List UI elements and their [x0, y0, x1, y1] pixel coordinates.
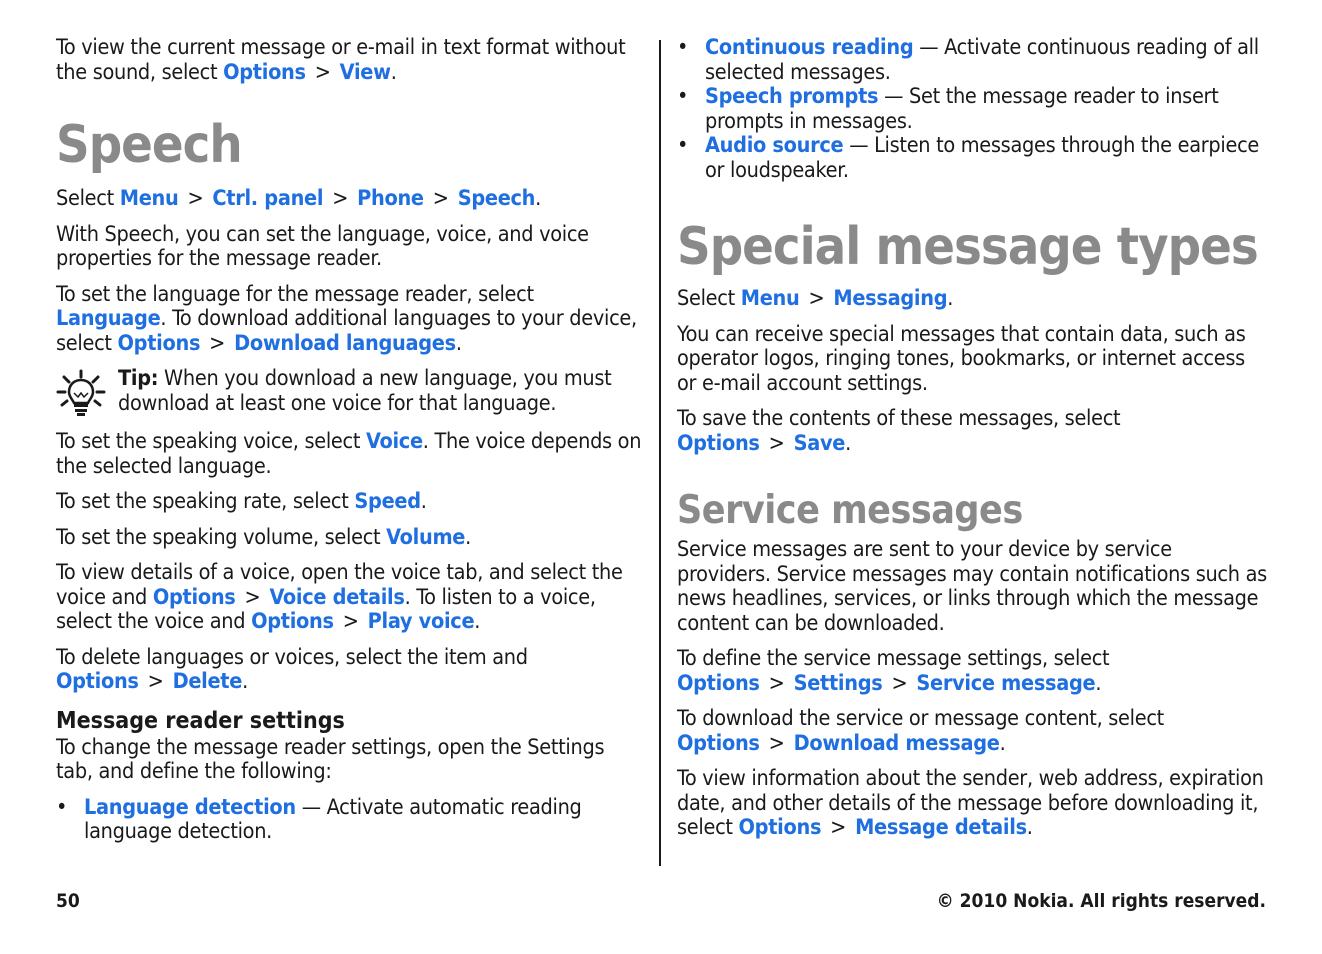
- list-item: • Speech prompts — Set the message reader to insert prompts in messages.: [677, 84, 1219, 134]
- save-paragraph: To save the contents of these messages, select Options > Save.: [677, 406, 1121, 456]
- speech-prompts-link[interactable]: Speech prompts: [705, 84, 879, 109]
- left-column: [56, 36, 646, 845]
- tip-label: Tip:: [118, 366, 159, 391]
- download-message-link[interactable]: Download message: [793, 730, 1000, 756]
- download-languages-link[interactable]: Download languages: [234, 330, 456, 356]
- menu-link[interactable]: Menu: [119, 186, 179, 211]
- bullet: •: [677, 35, 689, 60]
- service-paragraph: Service messages are sent to your device by service providers. Service messages may contain notifications such as news headlines, services, or links through which the message content can be downloaded.: [677, 537, 1267, 636]
- speed-paragraph: To set the speaking rate, select Speed.: [56, 489, 427, 514]
- copyright: © 2010 Nokia. All rights reserved.: [936, 890, 1266, 912]
- list-item: • Language detection — Activate automatic reading language detection.: [56, 794, 582, 844]
- reader-settings-paragraph: To change the message reader settings, open the Settings tab, and define the following:: [56, 734, 605, 784]
- path-separator: >: [209, 330, 226, 356]
- path-separator: >: [314, 59, 331, 85]
- save-link[interactable]: Save: [793, 430, 846, 456]
- view-link[interactable]: View: [339, 59, 391, 85]
- menu-link[interactable]: Menu: [740, 286, 800, 311]
- options-link[interactable]: Options: [677, 670, 760, 696]
- list-item: • Audio source — Listen to messages through the earpiece or loudspeaker.: [677, 133, 1260, 183]
- path-separator: >: [432, 186, 449, 211]
- audio-source-link[interactable]: Audio source: [705, 133, 844, 158]
- intro-paragraph: To view the current message or e-mail in text format without the sound, select Options > View.: [56, 35, 626, 85]
- speech-path: Select Menu > Ctrl. panel > Phone > Speech.: [56, 186, 541, 211]
- path-separator: >: [891, 670, 908, 696]
- options-link[interactable]: Options: [738, 815, 822, 840]
- message-reader-settings-heading: Message reader settings: [56, 707, 345, 734]
- language-paragraph: To set the language for the message reader, select Language. To download additional languages to your device, select Options > Download languages.: [56, 281, 637, 356]
- continuous-reading-link[interactable]: Continuous reading: [705, 35, 914, 60]
- phone-link[interactable]: Phone: [357, 186, 424, 211]
- options-link[interactable]: Options: [677, 430, 760, 456]
- speed-link[interactable]: Speed: [354, 489, 421, 514]
- language-detection-link[interactable]: Language detection: [84, 794, 296, 820]
- define-paragraph: To define the service message settings, select Options > Settings > Service message.: [677, 646, 1110, 696]
- ctrl-panel-link[interactable]: Ctrl. panel: [212, 186, 324, 211]
- right-column: [677, 36, 1269, 841]
- special-path: Select Menu > Messaging.: [677, 286, 954, 311]
- message-details-link[interactable]: Message details: [855, 815, 1027, 840]
- with-speech-paragraph: With Speech, you can set the language, voice, and voice properties for the message reader.: [56, 221, 589, 271]
- play-voice-link[interactable]: Play voice: [367, 609, 475, 634]
- list-item: • Continuous reading — Activate continuous reading of all selected messages.: [677, 35, 1259, 85]
- reader-settings-list-continued: [677, 36, 1269, 183]
- path-separator: >: [342, 609, 359, 634]
- path-separator: >: [768, 730, 785, 756]
- path-separator: >: [768, 430, 785, 456]
- options-link[interactable]: Options: [117, 330, 201, 356]
- info-paragraph: To view information about the sender, web address, expiration date, and other details of the message before downloading it, select Options > Message details.: [677, 766, 1264, 840]
- volume-paragraph: To set the speaking volume, select Volume.: [56, 524, 471, 550]
- options-link[interactable]: Options: [677, 730, 760, 756]
- bullet: •: [677, 84, 689, 109]
- delete-paragraph: To delete languages or voices, select the item and Options > Delete.: [56, 644, 528, 694]
- path-separator: >: [830, 815, 847, 840]
- path-separator: >: [768, 670, 785, 696]
- speech-heading: Speech: [56, 115, 242, 175]
- voice-details-paragraph: To view details of a voice, open the voice tab, and select the voice and Options > Voice details. To listen to a voice, select the voice and Options > Play voice.: [56, 560, 623, 634]
- messaging-link[interactable]: Messaging: [833, 286, 948, 311]
- voice-link[interactable]: Voice: [366, 429, 423, 454]
- bullet: •: [56, 794, 68, 820]
- special-message-types-heading: Special message types: [677, 217, 1258, 277]
- options-link[interactable]: Options: [56, 669, 139, 694]
- page-number: 50: [56, 890, 80, 912]
- settings-link[interactable]: Settings: [793, 670, 883, 696]
- speech-link[interactable]: Speech: [457, 186, 536, 211]
- path-separator: >: [808, 286, 825, 311]
- options-link[interactable]: Options: [152, 584, 236, 610]
- lightbulb-icon: [56, 369, 106, 419]
- tip-box: [56, 367, 646, 419]
- column-divider: [659, 40, 661, 866]
- reader-settings-list: [56, 796, 646, 845]
- download-paragraph: To download the service or message content, select Options > Download message.: [677, 706, 1164, 756]
- path-separator: >: [147, 669, 164, 694]
- service-messages-heading: Service messages: [677, 488, 1023, 533]
- voice-paragraph: To set the speaking voice, select Voice. The voice depends on the selected language.: [56, 429, 642, 479]
- service-message-link[interactable]: Service message: [916, 670, 1096, 696]
- language-link[interactable]: Language: [56, 306, 161, 331]
- path-separator: >: [244, 584, 261, 610]
- volume-link[interactable]: Volume: [386, 524, 466, 550]
- receive-paragraph: You can receive special messages that contain data, such as operator logos, ringing tones, bookmarks, or internet access or e-mail account settings.: [677, 321, 1246, 396]
- tip-text: Tip: When you download a new language, you must download at least one voice for that language.: [118, 366, 612, 416]
- path-separator: >: [187, 186, 204, 211]
- voice-details-link[interactable]: Voice details: [269, 584, 405, 610]
- bullet: •: [677, 133, 689, 158]
- options-link[interactable]: Options: [223, 59, 306, 85]
- path-separator: >: [332, 186, 349, 211]
- options-link[interactable]: Options: [251, 609, 334, 634]
- delete-link[interactable]: Delete: [172, 669, 243, 694]
